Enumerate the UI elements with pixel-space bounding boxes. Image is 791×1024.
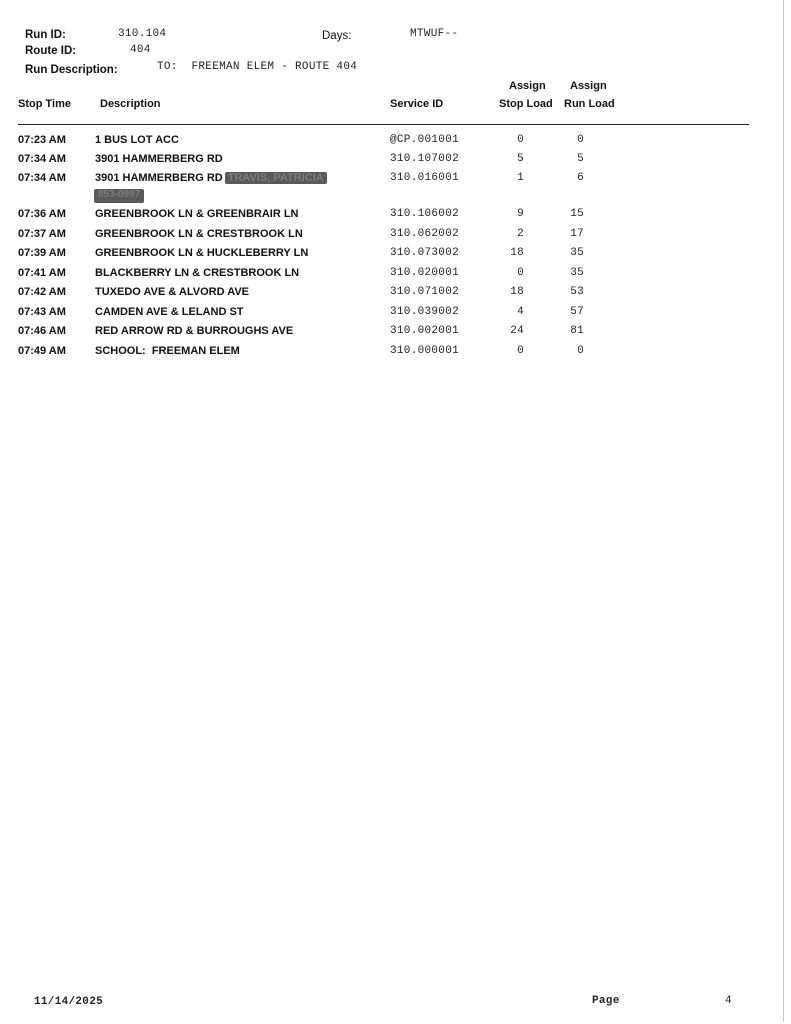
stop-load: 0 xyxy=(517,267,524,279)
table-row xyxy=(0,306,760,326)
col-service-id: Service ID xyxy=(390,98,444,110)
table-row xyxy=(0,134,760,154)
run-load: 6 xyxy=(577,172,584,184)
stop-load: 24 xyxy=(510,325,524,337)
table-row xyxy=(0,172,760,208)
days-value: MTWUF-- xyxy=(410,28,459,40)
run-load: 5 xyxy=(577,153,584,165)
run-load: 15 xyxy=(570,208,584,220)
service-id: 310.002001 xyxy=(390,325,460,337)
stop-load: 2 xyxy=(517,228,524,240)
table-row xyxy=(0,153,760,173)
run-load: 17 xyxy=(570,228,584,240)
run-load: 0 xyxy=(577,345,584,357)
stop-description: RED ARROW RD & BURROUGHS AVE xyxy=(95,325,294,337)
route-id-value: 404 xyxy=(130,44,151,56)
stop-load: 1 xyxy=(517,172,524,184)
stop-time: 07:46 AM xyxy=(18,325,66,337)
run-load: 57 xyxy=(570,306,584,318)
stop-time: 07:34 AM xyxy=(18,172,66,184)
table-row xyxy=(0,267,760,287)
table-row xyxy=(0,325,760,345)
run-id-value: 310.104 xyxy=(118,28,167,40)
run-load: 35 xyxy=(570,247,584,259)
run-id-label: Run ID: xyxy=(25,29,66,41)
service-id: 310.016001 xyxy=(390,172,460,184)
service-id: 310.071002 xyxy=(390,286,460,298)
stop-description: SCHOOL: FREEMAN ELEM xyxy=(95,345,240,357)
header-rule xyxy=(18,124,749,125)
stop-load: 18 xyxy=(510,286,524,298)
stop-time: 07:36 AM xyxy=(18,208,66,220)
col-assign-2: Assign xyxy=(570,80,607,92)
run-load: 0 xyxy=(577,134,584,146)
route-id-label: Route ID: xyxy=(25,45,77,57)
stop-load: 0 xyxy=(517,345,524,357)
table-row xyxy=(0,208,760,228)
stop-time: 07:42 AM xyxy=(18,286,66,298)
col-run-load: Run Load xyxy=(564,98,615,110)
stop-description: 3901 HAMMERBERG RD xyxy=(95,153,223,165)
service-id: 310.106002 xyxy=(390,208,460,220)
footer-date: 11/14/2025 xyxy=(34,996,104,1008)
stop-time: 07:41 AM xyxy=(18,267,66,279)
run-description-label: Run Description: xyxy=(25,64,118,76)
redacted-phone: 853-0997 xyxy=(94,189,144,203)
stop-description: TUXEDO AVE & ALVORD AVE xyxy=(95,286,250,298)
service-id: 310.039002 xyxy=(390,306,460,318)
service-id: 310.000001 xyxy=(390,345,460,357)
table-row xyxy=(0,345,760,365)
stop-time: 07:34 AM xyxy=(18,153,66,165)
stop-load: 9 xyxy=(517,208,524,220)
stop-description: GREENBROOK LN & HUCKLEBERRY LN xyxy=(95,247,309,259)
service-id: 310.020001 xyxy=(390,267,460,279)
stop-time: 07:43 AM xyxy=(18,306,66,318)
stop-time: 07:23 AM xyxy=(18,134,66,146)
service-id: 310.062002 xyxy=(390,228,460,240)
service-id: 310.107002 xyxy=(390,153,460,165)
stop-description: BLACKBERRY LN & CRESTBROOK LN xyxy=(95,267,300,279)
service-id: 310.073002 xyxy=(390,247,460,259)
stop-description: GREENBROOK LN & CRESTBROOK LN xyxy=(95,228,303,240)
stop-description: 1 BUS LOT ACC xyxy=(95,134,179,146)
stop-description-text: 3901 HAMMERBERG RD xyxy=(95,172,223,184)
days-label: Days: xyxy=(322,30,352,42)
stop-time: 07:39 AM xyxy=(18,247,66,259)
run-load: 35 xyxy=(570,267,584,279)
stop-time: 07:49 AM xyxy=(18,345,66,357)
redacted-name: TRAVIS, PATRICIA xyxy=(225,172,327,184)
stop-description xyxy=(95,172,327,184)
run-description-value: TO: FREEMAN ELEM - ROUTE 404 xyxy=(157,61,358,73)
col-stop-load: Stop Load xyxy=(499,98,553,110)
stop-load: 5 xyxy=(517,153,524,165)
table-row xyxy=(0,228,760,248)
stop-load: 0 xyxy=(517,134,524,146)
table-row xyxy=(0,286,760,306)
stop-load: 4 xyxy=(517,306,524,318)
stop-load: 18 xyxy=(510,247,524,259)
col-stop-time: Stop Time xyxy=(18,98,71,110)
footer-page-label: Page xyxy=(592,995,620,1007)
stop-description: GREENBROOK LN & GREENBRAIR LN xyxy=(95,208,299,220)
run-load: 81 xyxy=(570,325,584,337)
service-id: @CP.001001 xyxy=(390,134,460,146)
stop-time: 07:37 AM xyxy=(18,228,66,240)
table-row xyxy=(0,247,760,267)
run-load: 53 xyxy=(570,286,584,298)
col-description: Description xyxy=(100,98,161,110)
footer-page-number: 4 xyxy=(725,995,732,1007)
stop-description: CAMDEN AVE & LELAND ST xyxy=(95,306,244,318)
col-assign-1: Assign xyxy=(509,80,546,92)
